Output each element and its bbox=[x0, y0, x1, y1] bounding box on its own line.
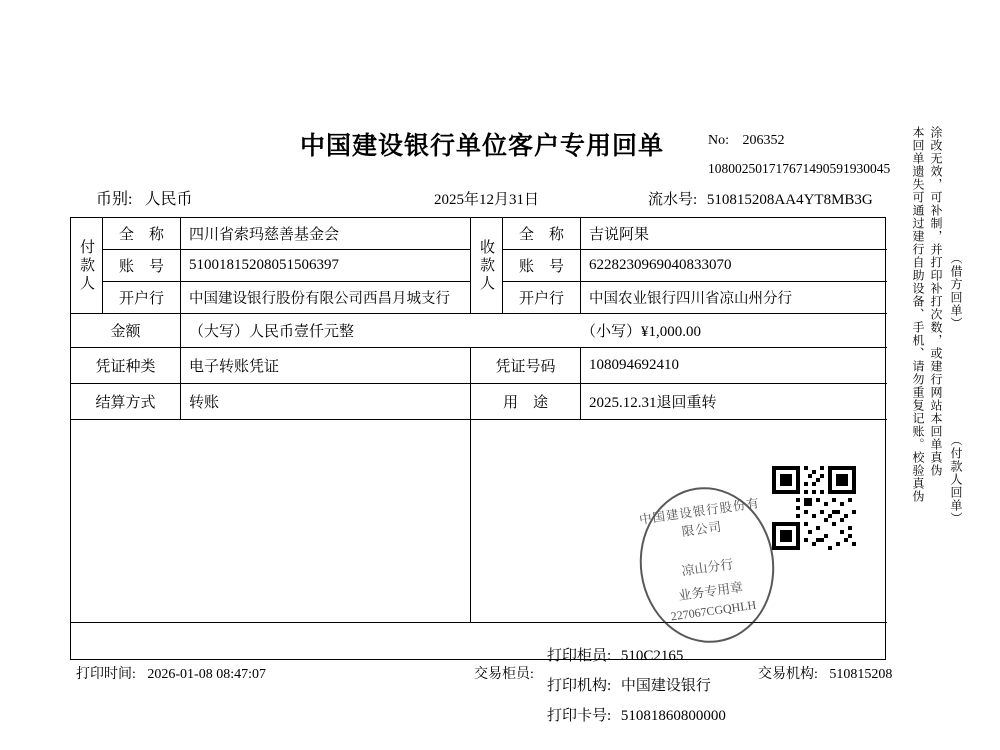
trade-teller-label: 交易柜员: bbox=[474, 667, 534, 682]
settlement-value: 转账 bbox=[181, 384, 471, 420]
seal-branch-text: 凉山分行 bbox=[680, 556, 735, 579]
seal-code-text: 227067CGQHLH bbox=[669, 597, 757, 624]
voucher-type-value: 电子转账凭证 bbox=[181, 348, 471, 384]
amount-label: 金额 bbox=[71, 314, 181, 348]
print-card bbox=[547, 704, 726, 725]
payee-name-value: 吉说阿果 bbox=[581, 218, 887, 250]
payee-bank-value: 中国农业银行四川省凉山州分行 bbox=[581, 282, 887, 314]
blank-area bbox=[71, 420, 471, 623]
page-title: 中国建设银行单位客户专用回单 bbox=[300, 133, 665, 160]
trade-org bbox=[758, 663, 892, 683]
print-org-label: 打印机构: bbox=[547, 678, 612, 694]
side-note-col1: 本回单遗失可通过建行自助设备、手机、请勿重复记账。校验真伪 bbox=[911, 126, 925, 503]
document-long-number: 108002501717671490591930045 bbox=[708, 161, 891, 176]
print-time-value: 2026-01-08 08:47:07 bbox=[147, 667, 266, 682]
voucher-no-label: 凭证号码 bbox=[471, 348, 581, 384]
payer-vertical-label: 付款人 bbox=[71, 218, 103, 314]
footer-row bbox=[71, 623, 887, 661]
settlement-label: 结算方式 bbox=[71, 384, 181, 420]
purpose-value: 2025.12.31退回重转 bbox=[581, 384, 887, 420]
print-time-label: 打印时间: bbox=[76, 667, 136, 682]
payee-account-value: 6228230969040833070 bbox=[581, 250, 887, 282]
payee-bank-label: 开户行 bbox=[503, 282, 581, 314]
trade-org-label: 交易机构: bbox=[758, 667, 818, 682]
currency-field bbox=[96, 186, 192, 209]
payee-account-label: 账 号 bbox=[503, 250, 581, 282]
print-teller-label: 打印柜员: bbox=[547, 648, 612, 664]
seal-purpose-text: 业务专用章 bbox=[677, 579, 744, 604]
payer-name-label: 全 称 bbox=[103, 218, 181, 250]
serial-number-value: 510815208AA4YT8MB3G bbox=[706, 192, 873, 208]
document-number-label: No: bbox=[708, 133, 729, 148]
transaction-date: 2025年12月31日 bbox=[434, 192, 540, 208]
payee-vertical-label: 收款人 bbox=[471, 218, 503, 314]
payer-account-value: 51001815208051506397 bbox=[181, 250, 471, 282]
payee-name-label: 全 称 bbox=[503, 218, 581, 250]
print-card-value: 51081860800000 bbox=[620, 708, 726, 724]
print-teller-value: 510C2165 bbox=[620, 648, 684, 664]
amount-lower-value: （小写）¥1,000.00 bbox=[531, 314, 887, 348]
currency-label: 币别: bbox=[96, 191, 133, 208]
document-number bbox=[708, 133, 785, 149]
qr-code bbox=[772, 466, 856, 550]
print-org bbox=[547, 674, 711, 695]
side-note-col2: 涂改无效，可补制，并打印补打次数，或建行网站本回单真伪 bbox=[929, 126, 943, 477]
trade-org-value: 510815208 bbox=[829, 667, 893, 682]
document-number-value: 206352 bbox=[742, 133, 785, 148]
payer-bank-label: 开户行 bbox=[103, 282, 181, 314]
payer-account-label: 账 号 bbox=[103, 250, 181, 282]
print-org-value: 中国建设银行 bbox=[620, 678, 711, 694]
serial-number bbox=[648, 188, 873, 209]
print-time bbox=[76, 663, 266, 683]
purpose-label: 用 途 bbox=[471, 384, 581, 420]
seal-org-text: 中国建设银行股份有限公司 bbox=[638, 496, 761, 540]
serial-number-label: 流水号: bbox=[648, 192, 698, 208]
voucher-no-value: 108094692410 bbox=[581, 348, 887, 384]
payer-name-value: 四川省索玛慈善基金会 bbox=[181, 218, 471, 250]
side-note-col3: （借方回单） bbox=[949, 252, 963, 330]
currency-value: 人民币 bbox=[144, 191, 193, 208]
print-card-label: 打印卡号: bbox=[547, 708, 612, 724]
payer-bank-value: 中国建设银行股份有限公司西昌月城支行 bbox=[181, 282, 471, 314]
amount-upper-value: （大写）人民币壹仟元整 bbox=[181, 314, 531, 348]
side-note-col4: （付款人回单） bbox=[949, 434, 963, 525]
trade-teller bbox=[474, 663, 542, 683]
voucher-type-label: 凭证种类 bbox=[71, 348, 181, 384]
